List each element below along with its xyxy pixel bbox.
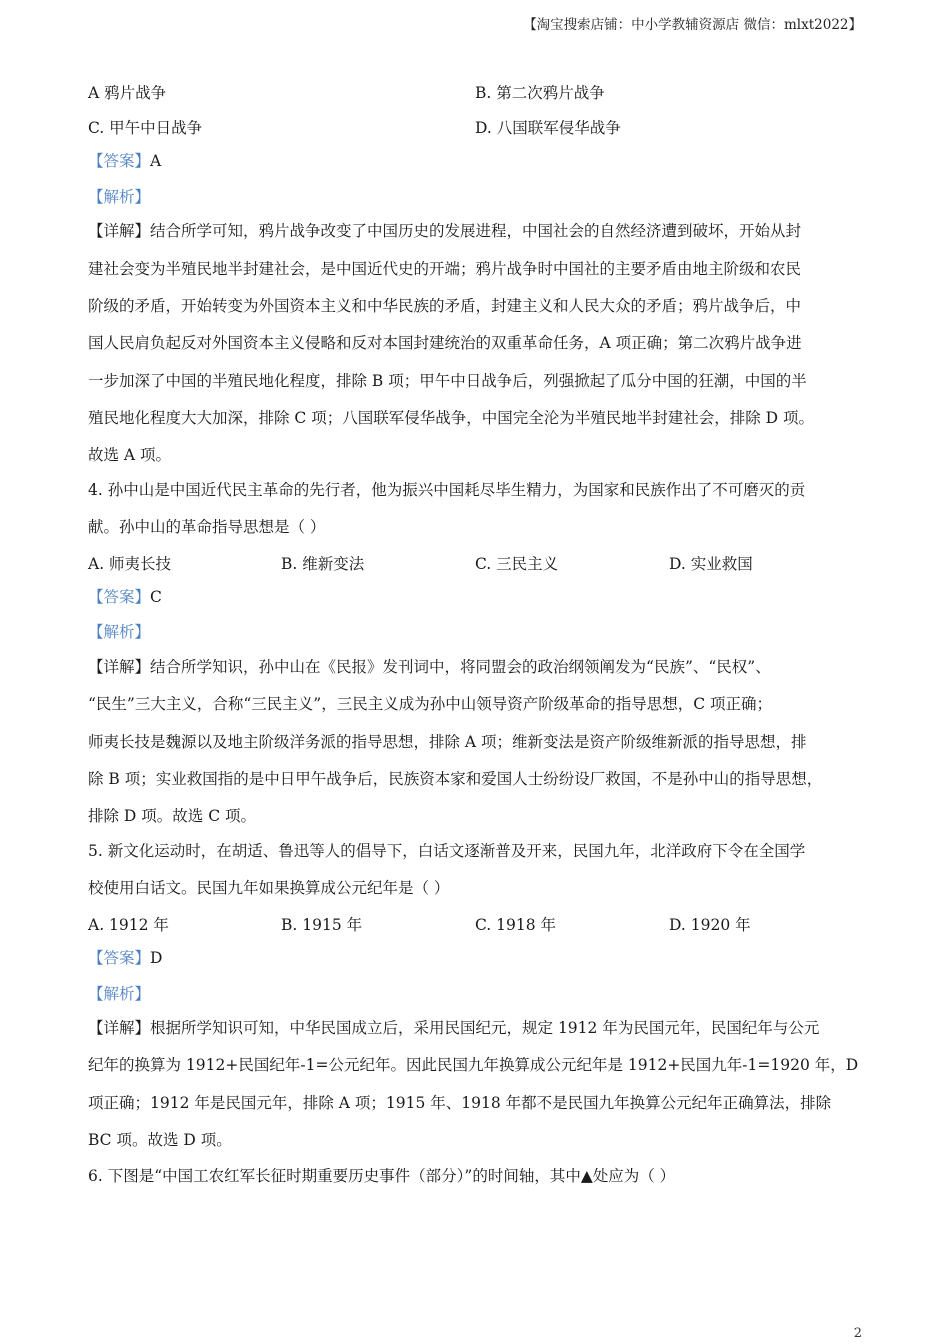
q5-options-row xyxy=(88,913,868,935)
q4-stem-line: 4. 孙中山是中国近代民主革命的先行者，他为振兴中国耗尽毕生精力，为国家和民族作出了不可磨灭的贡 xyxy=(88,481,806,499)
q4-detail-line: 师夷长技是魏源以及地主阶级洋务派的指导思想，排除 A 项；维新变法是资产阶级维新派的指导思想，排 xyxy=(88,733,807,751)
answer-label: 【答案】 xyxy=(88,588,151,606)
q3-detail-line: 阶级的矛盾，开始转变为外国资本主义和中华民族的矛盾，封建主义和人民大众的矛盾；鸦片战争后，中 xyxy=(88,297,802,315)
q3-option-a: A 鸦片战争 xyxy=(88,84,167,102)
answer-value: D xyxy=(150,949,163,967)
q4-detail-line: “民生”三大主义，合称“三民主义”，三民主义成为孙中山领导资产阶级革命的指导思想，C 项正确； xyxy=(88,695,772,713)
q3-options-row-2 xyxy=(88,116,868,138)
q5-answer xyxy=(88,948,162,968)
q5-option-a: A. 1912 年 xyxy=(88,916,169,934)
q5-detail-line: 纪年的换算为 1912+民国纪年-1=公元纪年。因此民国九年换算成公元纪年是 1912+民国九年-1=1920 年，D xyxy=(88,1056,859,1074)
q3-detail-line: 国人民肩负起反对外国资本主义侵略和反对本国封建统治的双重革命任务，A 项正确；第二次鸦片战争进 xyxy=(88,334,802,352)
q4-detail-line: 排除 D 项。故选 C 项。 xyxy=(88,807,256,825)
page-number: 2 xyxy=(853,1326,862,1341)
q5-detail-line: 项正确；1912 年是民国元年，排除 A 项；1915 年、1918 年都不是民国九年换算公元纪年正确算法，排除 xyxy=(88,1094,832,1112)
q3-detail-line: 殖民地化程度大大加深，排除 C 项；八国联军侵华战争，中国完全沦为半殖民地半封建社会，排除 D 项。 xyxy=(88,409,814,427)
q5-analysis-label: 【解析】 xyxy=(88,985,151,1003)
q5-option-d: D. 1920 年 xyxy=(669,916,751,934)
answer-label: 【答案】 xyxy=(88,949,151,967)
detail-label: 【详解】 xyxy=(88,658,151,676)
q3-option-d: D. 八国联军侵华战争 xyxy=(475,119,621,137)
q4-detail-line: 除 B 项；实业救国指的是中日甲午战争后，民族资本家和爱国人士纷纷设厂救国，不是孙中山的指导思想， xyxy=(88,770,823,788)
q3-option-b: B. 第二次鸦片战争 xyxy=(475,84,605,102)
page-header: 【淘宝搜索店铺：中小学教辅资源店 微信：mlxt2022】 xyxy=(523,17,862,33)
answer-label: 【答案】 xyxy=(88,152,151,170)
q4-detail-line: 【详解】结合所学知识，孙中山在《民报》发刊词中，将同盟会的政治纲领阐发为“民族”、“民权”、 xyxy=(88,658,771,676)
q5-stem-line: 5. 新文化运动时，在胡适、鲁迅等人的倡导下，白话文逐渐普及开来，民国九年，北洋政府下令在全国学 xyxy=(88,842,806,860)
q5-stem-line: 校使用白话文。民国九年如果换算成公元纪年是（ ） xyxy=(88,879,450,897)
q3-analysis-label: 【解析】 xyxy=(88,188,151,206)
q5-detail-line: 【详解】根据所学知识可知，中华民国成立后，采用民国纪元，规定 1912 年为民国元年，民国纪年与公元 xyxy=(88,1019,820,1037)
q3-detail-line: 一步加深了中国的半殖民地化程度，排除 B 项；甲午中日战争后，列强掀起了瓜分中国的狂潮，中国的半 xyxy=(88,372,807,390)
q3-options-row-1 xyxy=(88,81,868,103)
q4-option-c: C. 三民主义 xyxy=(475,555,559,573)
answer-value: C xyxy=(150,588,162,606)
q4-option-a: A. 师夷长技 xyxy=(88,555,172,573)
q4-option-b: B. 维新变法 xyxy=(281,555,365,573)
q5-detail-line: BC 项。故选 D 项。 xyxy=(88,1131,232,1149)
detail-label: 【详解】 xyxy=(88,222,151,240)
answer-value: A xyxy=(150,152,162,170)
q3-option-c: C. 甲午中日战争 xyxy=(88,119,203,137)
q4-analysis-label: 【解析】 xyxy=(88,623,151,641)
q4-option-d: D. 实业救国 xyxy=(669,555,753,573)
q6-stem: 6. 下图是“中国工农红军长征时期重要历史事件（部分）”的时间轴，其中▲处应为（ ） xyxy=(88,1167,676,1185)
q4-answer xyxy=(88,587,162,607)
q3-detail-line: 建社会变为半殖民地半封建社会，是中国近代史的开端；鸦片战争时中国社的主要矛盾由地主阶级和农民 xyxy=(88,260,802,278)
q3-detail-line: 【详解】结合所学可知，鸦片战争改变了中国历史的发展进程，中国社会的自然经济遭到破坏，开始从封 xyxy=(88,222,802,240)
q5-option-b: B. 1915 年 xyxy=(281,916,363,934)
q3-detail-line: 故选 A 项。 xyxy=(88,446,172,464)
q5-option-c: C. 1918 年 xyxy=(475,916,557,934)
q4-stem-line: 献。孙中山的革命指导思想是（ ） xyxy=(88,518,326,536)
detail-label: 【详解】 xyxy=(88,1019,151,1037)
q3-answer xyxy=(88,151,161,171)
q4-options-row xyxy=(88,552,868,574)
